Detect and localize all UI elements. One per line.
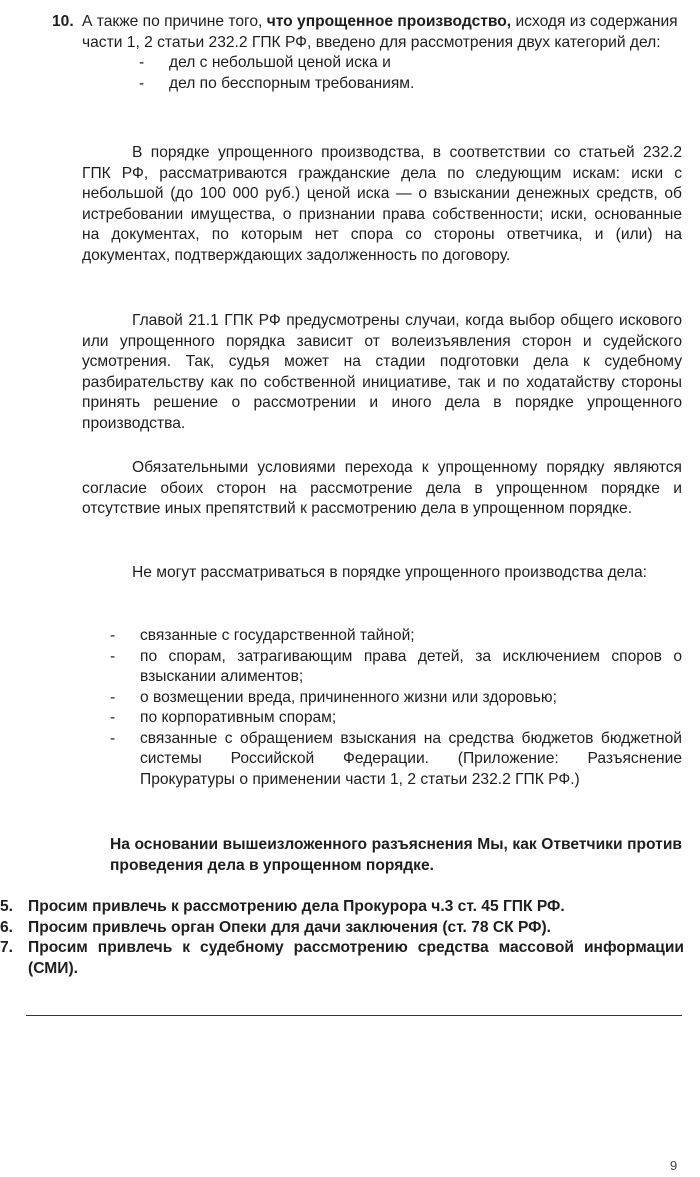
list-item: - связанные с государственной тайной; bbox=[110, 626, 682, 647]
item-10-intro-bold: что упрощенное производство, bbox=[266, 13, 512, 30]
item-10-intro: А также по причине того, bbox=[82, 13, 267, 30]
paragraph-chapter-21-1: Главой 21.1 ГПК РФ предусмотрены случаи, когда выбор общего искового или упрощенного порядка зависит от волеизъявления сторон и судейского усмотрения. Так, судья может на стадии подготовки дела к судебному разбирательству как по собственной инициативе, так и по ходатайству стороны принять решение о рассмотрении и иного дела в порядке упрощенного производства. bbox=[82, 312, 682, 432]
dash-marker: - bbox=[139, 54, 145, 71]
request-item: 7. Просим привлечь к судебному рассмотрению средства массовой информации (СМИ). bbox=[0, 939, 684, 977]
paragraph-not-eligible: Не могут рассматриваться в порядке упрощенного производства дела: bbox=[132, 564, 647, 581]
categories-list bbox=[139, 53, 684, 94]
item-10-number: 10. bbox=[52, 13, 74, 30]
list-item: - по спорам, затрагивающим права детей, за исключением споров о взыскании алиментов; bbox=[110, 647, 682, 685]
requests-list bbox=[0, 897, 684, 979]
request-item: 6. Просим привлечь орган Опеки для дачи заключения (ст. 78 СК РФ). bbox=[0, 918, 551, 936]
paragraph-simplified-procedure: В порядке упрощенного производства, в соответствии со статьей 232.2 ГПК РФ, рассматриваются гражданские дела по следующим искам: иски с небольшой (до 100 000 руб.) ценой иска — о взыскании денежных средств, об истребовании имущества, о признании права собственности; иски, основанные на документах, по которым нет спора со стороны ответчика, и (или) на документах, подтверждающих задолженность по договору. bbox=[82, 144, 682, 264]
item-10-intro-rest: исходя из содержания части 1, 2 статьи 232.2 ГПК РФ, введено для рассмотрения двух категорий дел: bbox=[82, 13, 678, 51]
dash-marker: - bbox=[110, 647, 116, 665]
list-item: - связанные с обращением взыскания на средства бюджетов бюджетной системы Российской Федерации. (Приложение: Разъяснение Прокуратуры о применении части 1, 2 статьи 232.2 ГПК РФ.) bbox=[110, 729, 682, 788]
list-item: - о возмещении вреда, причиненного жизни или здоровью; bbox=[110, 688, 682, 709]
item-10-text bbox=[82, 12, 684, 94]
list-item: - дел по бесспорным требованиям. bbox=[139, 74, 684, 95]
conclusion: На основании вышеизложенного разъяснения Мы, как Ответчики против проведения дела в упрощенном порядке. bbox=[110, 836, 682, 874]
dash-marker: - bbox=[110, 709, 116, 726]
request-item: 5. Просим привлечь к рассмотрению дела Прокурора ч.3 ст. 45 ГПК РФ. bbox=[0, 898, 565, 915]
signature-line bbox=[26, 1015, 682, 1016]
exclusions-list bbox=[110, 626, 682, 790]
item-10 bbox=[52, 12, 684, 94]
list-item: - дел с небольшой ценой иска и bbox=[139, 53, 684, 74]
list-item: - по корпоративным спорам; bbox=[110, 708, 682, 729]
dash-marker: - bbox=[139, 74, 145, 92]
dash-marker: - bbox=[110, 627, 116, 644]
paragraph-mandatory-conditions: Обязательными условиями перехода к упрощенному порядку являются согласие обоих сторон на рассмотрение дела в упрощенном порядке и отсутствие иных препятствий к рассмотрению дела в упрощенном порядке. bbox=[82, 459, 682, 517]
dash-marker: - bbox=[110, 688, 116, 706]
page-number: 9 bbox=[670, 1158, 678, 1173]
dash-marker: - bbox=[110, 729, 116, 747]
